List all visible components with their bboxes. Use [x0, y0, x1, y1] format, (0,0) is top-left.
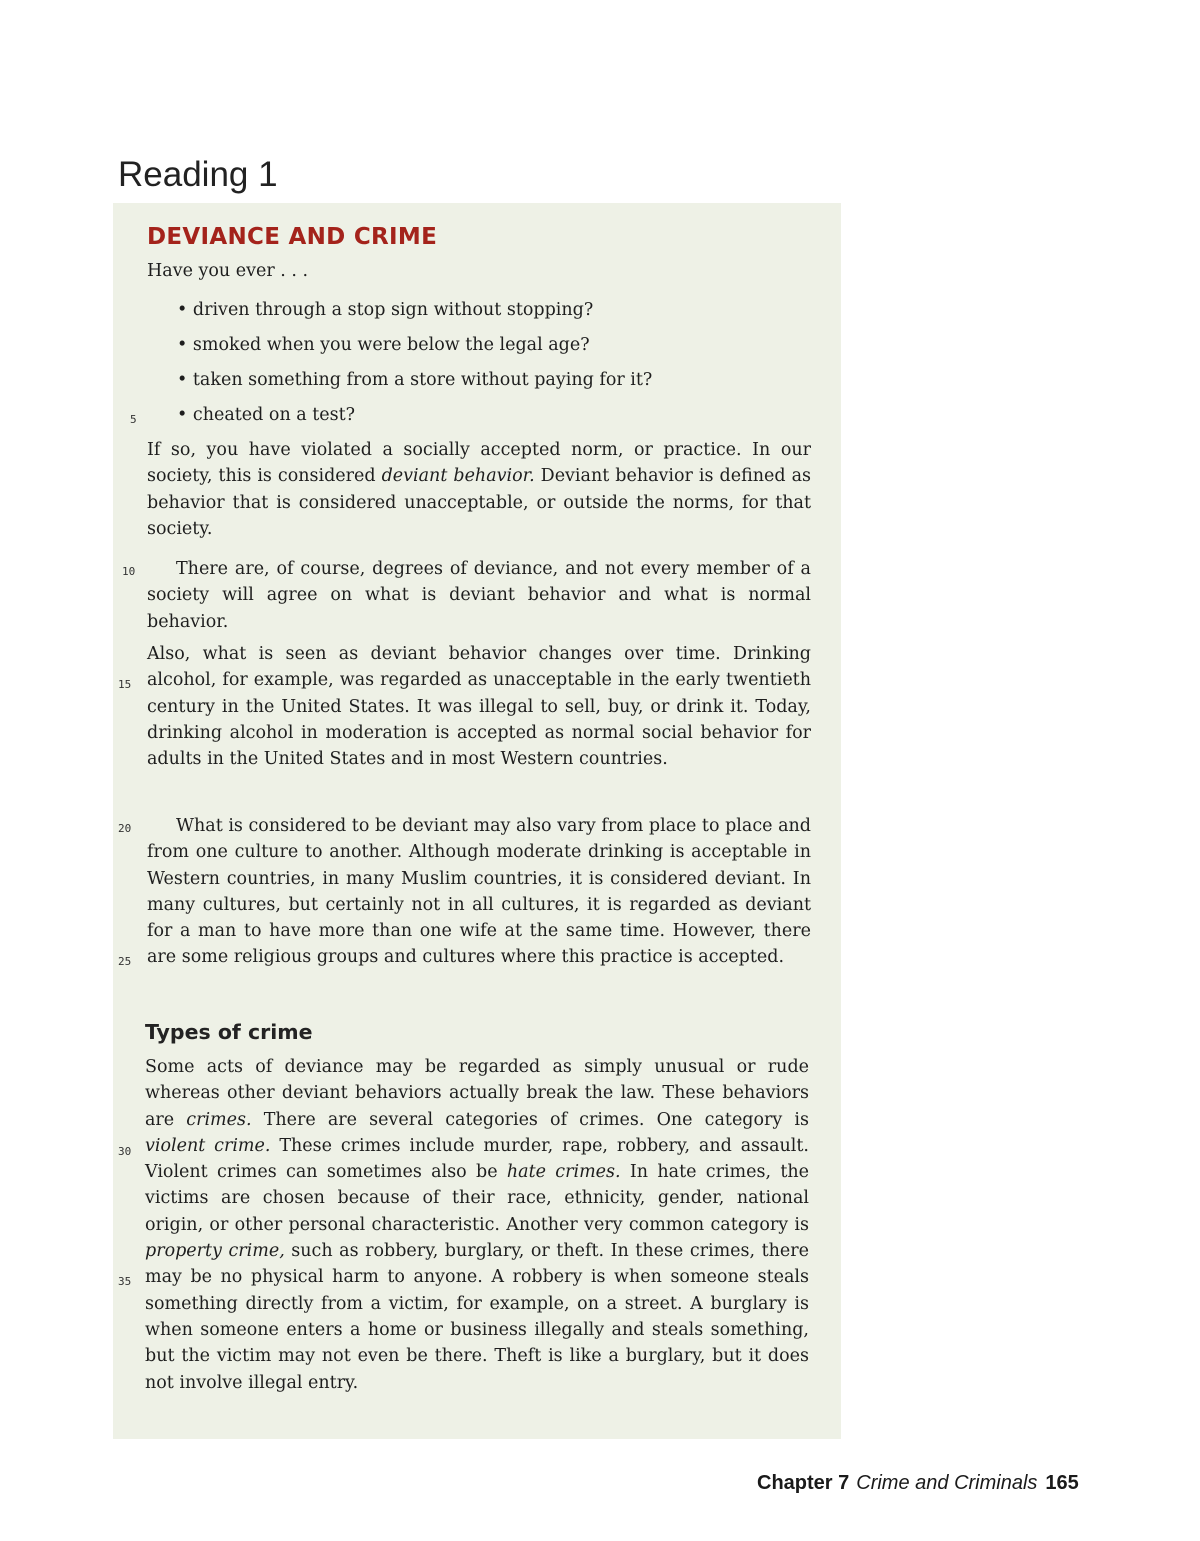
key-term: property crime,: [145, 1241, 285, 1262]
paragraph-4: What is considered to be deviant may also vary from place to place and from one culture to another. Although moderate drinking is acceptable in Western countries, in many Muslim countries, it is considered deviant. In many cultures, but certainly not in all cultures, it is regarded as deviant for a man to have more than one wife at the same time. However, there are some religious groups and cultures where this practice is accepted.: [147, 816, 811, 968]
line-number: 15: [118, 678, 132, 691]
paragraph-text: Some acts of deviance may be regarded as simply unusual or rude whereas other deviant behaviors actually break the law. These behaviors are: [145, 1057, 809, 1130]
article-heading: DEVIANCE AND CRIME: [147, 224, 438, 250]
line-number: 20: [118, 822, 132, 835]
section-subheading: Types of crime: [145, 1020, 313, 1044]
list-item: • taken something from a store without paying for it?: [177, 367, 652, 402]
page-footer: [757, 1468, 1079, 1498]
paragraph-2: There are, of course, degrees of deviance, and not every member of a society will agree on what is deviant behavior and what is normal behavior.: [147, 559, 811, 632]
paragraph-5: [145, 1054, 809, 1396]
paragraph-3: Also, what is seen as deviant behavior changes over time. Drinking alcohol, for example, was regarded as unacceptable in the early twentieth century in the United States. It was illegal to sell, buy, or drink it. Today, drinking alcohol in moderation is accepted as normal social behavior for adults in the United States and in most Western countries.: [147, 644, 811, 770]
list-item: • cheated on a test?: [177, 402, 652, 437]
key-term: deviant behavior.: [381, 466, 535, 487]
paragraph-text: These crimes include murder, rape, robbery, and assault. Violent crimes can sometimes also be: [145, 1135, 809, 1183]
paragraph-text: In hate crimes, the victims are chosen because of their race, ethnicity, gender, national origin, or other personal characteristic. Another very common category is: [145, 1162, 810, 1235]
paragraph-text: If so, you have violated a socially accepted norm, or practice. In our society, this is considered: [147, 440, 811, 487]
line-number: 25: [118, 955, 132, 968]
page-number: 165: [1045, 1472, 1079, 1494]
paragraph-1: [147, 437, 811, 542]
line-number: 5: [130, 413, 137, 426]
list-item: • driven through a stop sign without stopping?: [177, 297, 652, 332]
list-item: • smoked when you were below the legal age?: [177, 332, 652, 367]
key-term: crimes.: [186, 1109, 252, 1130]
paragraph-text: Deviant behavior is defined as behavior that is considered unacceptable, or outside the norms, for that society.: [147, 466, 811, 539]
paragraph-text: such as robbery, burglary, or theft. In these crimes, there may be no physical harm to anyone. A robbery is when someone steals something directly from a victim, for example, on a street. A burglary is when someone enters a home or business illegally and steals something, but the victim may not even be there. Theft is like a burglary, but it does not involve illegal entry.: [145, 1241, 809, 1393]
line-number: 10: [122, 565, 136, 578]
line-number: 30: [118, 1145, 132, 1158]
line-number: 35: [118, 1275, 132, 1288]
key-term: hate crimes.: [506, 1162, 621, 1183]
question-list: [177, 297, 652, 437]
intro-line: Have you ever . . .: [147, 261, 309, 281]
chapter-label: Chapter 7: [757, 1472, 850, 1494]
paragraph-text: There are several categories of crimes. One category is: [251, 1109, 809, 1130]
key-term: violent crime.: [145, 1135, 271, 1156]
chapter-title: Crime and Criminals: [856, 1472, 1038, 1494]
reading-title: Reading 1: [118, 155, 278, 194]
